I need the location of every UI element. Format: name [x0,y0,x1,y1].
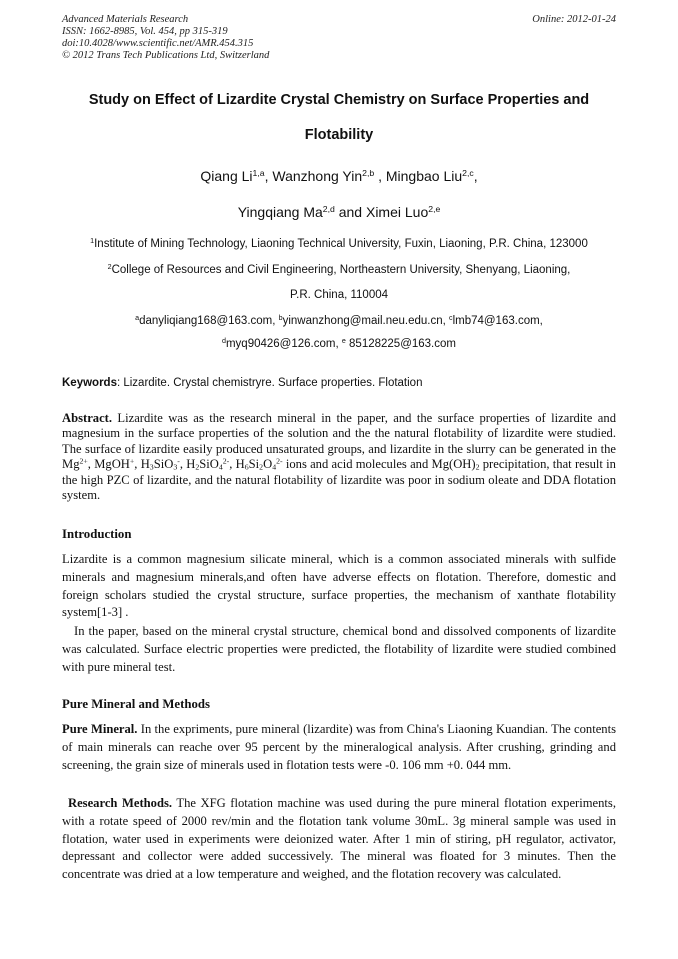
paper-title-line-2: Flotability [304,127,374,143]
email-line-2 [30,338,648,350]
abstract-text: precipitation, that result in the high PZC of lizardite, and the natural flotability of lizardite was poor in sodium oleate and DDA flotation system. [62,457,616,503]
copyright-line: © 2012 Trans Tech Publications Ltd, Switzerland [62,50,270,61]
abstract-label: Abstract. [62,411,113,425]
abstract-text: , MgOH [87,457,130,472]
chem-sup: 2+ [79,456,88,466]
abstract-text: SiO [199,457,219,472]
chem-sub: 3 [173,462,178,472]
section-heading-introduction: Introduction [62,527,132,541]
chem-sup: - [177,456,180,466]
author-affil-sup: 2,c [462,168,474,179]
affiliation-2-cont: P.R. China, 110004 [289,289,389,301]
keywords-text: : Lizardite. Crystal chemistryre. Surface properties. Flotation [116,377,423,389]
chem-sub: 2 [475,462,480,472]
intro-paragraph-1: Lizardite is a common magnesium silicate mineral, which is a common associated minerals with sulfide minerals and magnesium minerals,and often have adverse effects on flotation. Therefore, domestic and foreign scholars studied the crystal structure, surface properties, the mechanism of xanthate flotability system[1-3] . [62,552,616,620]
author-affil-sup: 2,b [362,168,375,179]
chem-sub: 2 [195,462,200,472]
journal-name: Advanced Materials Research [62,14,189,25]
affil-text: Institute of Mining Technology, Liaoning Technical University, Fuxin, Liaoning, P.R. China, 123000 [94,238,588,250]
email-address: yinwanzhong@mail.neu.edu.cn, [282,315,449,327]
abstract-text: SiO [153,457,174,472]
email-sup: b [278,314,283,323]
research-methods-label: Research Methods. [68,796,173,810]
pure-mineral-text: In the expriments, pure mineral (lizardite) was from China's Liaoning Kuandian. The contents of main minerals can reache over 95 percent by the mineralogical analysis. After crushing, grinding and screening, the grain size of minerals used in flotation tests were -0. 106 mm +0. 044 mm. [62,722,616,772]
chem-sub: 6 [244,462,249,472]
section-heading-methods: Pure Mineral and Methods [62,697,210,711]
author-line-1: Qiang Li$^{1,a}$, Wanzhong Yin$^{2,b}$ , Mingbao Liu$^{2,c}$, [200,168,478,184]
abstract-text: ions and acid molecules and Mg(OH) [282,457,476,472]
abstract-text: , H [229,457,245,472]
keywords [62,377,616,389]
online-date: Online: 2012-01-24 [532,14,616,25]
issn-line: ISSN: 1662-8985, Vol. 454, pp 315-319 [62,26,228,37]
author-affil-sup: 1,a [252,168,265,179]
chem-sub: 3 [149,462,154,472]
research-methods-paragraph [62,795,616,884]
research-methods-text: The XFG flotation machine was used during the pure mineral flotation experiments, with a rotate speed of 2000 rev/min and the flotation tank volume 30mL. 3g mineral sample was used in flotation, water used in experiments were deionized water. After 1 min of stiring, pH regulator, activator, depressant and collector were added successively. The mineral was floated for 3 minutes. Then the concentrate was dried at a low temperature and weighed, and the flotation recovery was calculated. [62,796,616,882]
email-line-1 [30,315,648,327]
chem-sup: 2- [276,456,283,466]
doi-line: doi:10.4028/www.scientific.net/AMR.454.315 [62,38,254,49]
email-sup: a [135,314,140,323]
affil-sup: 2 [107,263,112,272]
chem-sup: + [129,456,135,466]
email-address: myq90426@126.com, [225,338,342,350]
chem-sub: 4 [272,462,277,472]
author-name: Qiang Li [200,168,253,184]
author-name: Wanzhong Yin [272,168,363,184]
paper-title-line-1: Study on Effect of Lizardite Crystal Chemistry on Surface Properties and [88,92,590,108]
email-sup: d [222,337,226,346]
chem-sup: 2- [222,456,230,466]
journal-header [62,14,616,62]
email-address: lmb74@163.com, [452,315,543,327]
email-sup: c [449,314,453,323]
affiliation-2 [30,264,648,276]
author-line-2 [30,204,648,220]
keywords-label: Keywords [62,377,117,389]
abstract-text: , H [134,457,150,472]
email-address: danyliqiang168@163.com, [139,315,279,327]
abstract-text: O [263,457,273,472]
intro-paragraph-2: In the paper, based on the mineral crystal structure, chemical bond and dissolved components of lizardite was calculated. Surface electric properties were predicted, the flotability of lizardite were studied combined with pure mineral test. [62,624,616,674]
author-and: and [338,204,363,220]
chem-sub: 4 [218,462,223,472]
email-sup: e [341,337,346,346]
author-affil-sup: 2,d [322,204,335,215]
email-address: 85128225@163.com [345,338,456,350]
abstract-text: Si [248,457,260,472]
author-affil-sup: 2,e [428,204,441,215]
author-name: Mingbao Liu [385,168,463,184]
author-name: Yingqiang Ma [237,204,323,220]
abstract-text: , H [179,457,196,472]
author-name: Ximei Luo [365,204,429,220]
affil-text: College of Resources and Civil Engineering, Northeastern University, Shenyang, Liaoning, [111,264,571,276]
affiliation-1 [30,238,648,250]
abstract [62,411,616,503]
pure-mineral-paragraph [62,721,616,774]
abstract-text: Lizardite was as the research mineral in the paper, and the surface properties of lizardite and magnesium in the surface properties of the solution and the the natural flotability of lizardite were studied. The surface of lizardite easily produced unsaturated groups, and lizardite in the slurry can be generated in the Mg [62,411,616,472]
affil-sup: 1 [90,237,95,246]
pure-mineral-label: Pure Mineral. [62,722,138,736]
chem-sub: 2 [259,462,264,472]
